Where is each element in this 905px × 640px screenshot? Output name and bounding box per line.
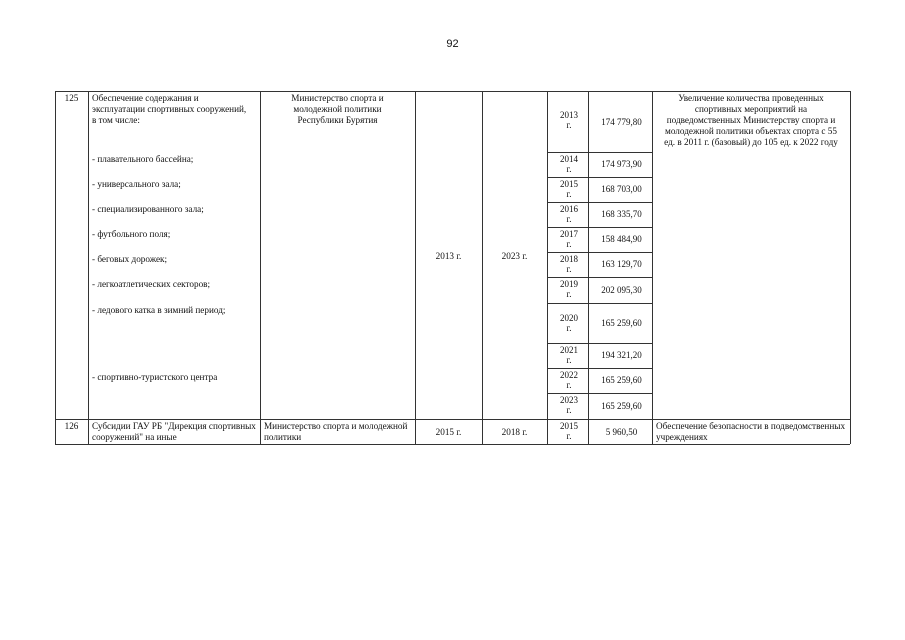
list-item: - специализированного зала;	[92, 204, 204, 214]
amount-cell: 202 095,30	[601, 285, 642, 295]
amount-cell: 194 321,20	[601, 350, 642, 360]
list-item: - спортивно-туристского центра	[92, 372, 218, 382]
year-cell: 2020 г.	[560, 313, 578, 333]
grid-line	[547, 177, 652, 178]
year-cell: 2017 г.	[560, 229, 578, 249]
grid-line	[547, 227, 652, 228]
grid-line	[55, 419, 850, 420]
year-cell: 2022 г.	[560, 370, 578, 390]
year-cell: 2018 г.	[560, 254, 578, 274]
amount-cell: 165 259,60	[601, 401, 642, 411]
grid-line	[547, 393, 652, 394]
grid-line	[415, 91, 416, 444]
amount-cell: 5 960,50	[605, 427, 638, 437]
grid-line	[55, 91, 56, 444]
start-year: 2015 г.	[435, 427, 462, 437]
amount-cell: 158 484,90	[601, 234, 642, 244]
grid-line	[547, 252, 652, 253]
year-cell: 2019 г.	[560, 279, 578, 299]
list-item: - легкоатлетических секторов;	[92, 279, 211, 289]
grid-line	[55, 91, 850, 92]
amount-cell: 168 335,70	[601, 209, 642, 219]
amount-cell: 168 703,00	[601, 184, 642, 194]
list-item: - плавательного бассейна;	[92, 154, 194, 164]
grid-line	[850, 91, 851, 444]
grid-line	[652, 91, 653, 444]
amount-cell: 174 779,80	[601, 117, 642, 127]
grid-line	[547, 277, 652, 278]
grid-line	[55, 444, 850, 445]
grid-line	[482, 91, 483, 444]
year-cell: 2023 г.	[560, 395, 578, 415]
row-title: Обеспечение содержания и эксплуатации спортивных сооружений, в том числе:	[92, 93, 247, 125]
amount-cell: 165 259,60	[601, 318, 642, 328]
grid-line	[547, 202, 652, 203]
grid-line	[88, 91, 89, 444]
amount-cell: 174 973,90	[601, 159, 642, 169]
page-number: 92	[446, 38, 459, 50]
row-title: Субсидии ГАУ РБ "Дирекция спортивных сооружений" на иные	[92, 421, 256, 442]
grid-line	[547, 91, 548, 444]
end-year: 2023 г.	[501, 251, 528, 261]
program-table	[55, 91, 850, 444]
list-item: - беговых дорожек;	[92, 254, 168, 264]
expected-result: Увеличение количества проведенных спортивных мероприятий на подведомственных Министерству спорта и молодежной политики объектах спорта с 55 ед. в 2011 г. (базовый) до 105 ед. к 2022 году	[664, 93, 838, 147]
grid-line	[547, 152, 652, 153]
year-cell: 2015 г.	[560, 179, 578, 199]
list-item: - футбольного поля;	[92, 229, 171, 239]
year-cell: 2013 г.	[560, 110, 578, 130]
expected-result: Обеспечение безопасности в подведомственных учреждениях	[656, 421, 846, 442]
end-year: 2018 г.	[501, 427, 528, 437]
executor: Министерство спорта и молодежной политики	[264, 421, 408, 442]
executor: Министерство спорта и молодежной политики Республики Бурятия	[291, 93, 384, 125]
grid-line	[547, 343, 652, 344]
amount-cell: 165 259,60	[601, 375, 642, 385]
amount-cell: 163 129,70	[601, 259, 642, 269]
year-cell: 2014 г.	[560, 154, 578, 174]
row-number: 126	[64, 421, 79, 431]
year-cell: 2015 г.	[560, 421, 578, 441]
start-year: 2013 г.	[435, 251, 462, 261]
grid-line	[547, 303, 652, 304]
grid-line	[588, 91, 589, 444]
list-item: - универсального зала;	[92, 179, 181, 189]
row-number: 125	[64, 93, 79, 103]
year-cell: 2016 г.	[560, 204, 578, 224]
grid-line	[260, 91, 261, 444]
list-item: - ледового катка в зимний период;	[92, 305, 226, 315]
year-cell: 2021 г.	[560, 345, 578, 365]
grid-line	[547, 368, 652, 369]
